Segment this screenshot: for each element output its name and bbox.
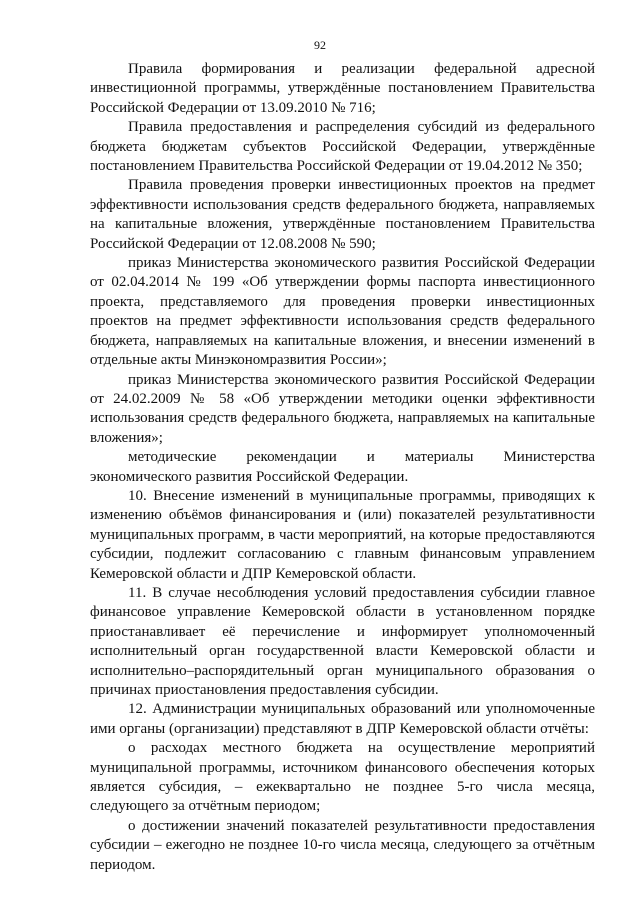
paragraph-order-199: приказ Министерства экономического развития Российской Федерации от 02.04.2014 № 199 «Об утверждении формы паспорта инвестиционного проекта, представляемого для проведения проверки инвестиционных проектов на предмет эффективности использования средств федерального бюджета, направляемых на капитальные вложения, и внесении изменений в отдельные акты Минэкономразвития России»; [90,255,595,369]
paragraph-item-10: 10. Внесение изменений в муниципальные программы, приводящих к изменению объёмов финансирования и (или) показателей результативности муниципальных программ, в части мероприятий, на которые предоставляются субсидии, подлежит согласованию с главным финансовым управлением Кемеровской области и ДПР Кемеровской области. [90,487,595,582]
paragraph-order-58: приказ Министерства экономического развития Российской Федерации от 24.02.2009 № 58 «Об утверждении методики оценки эффективности использования средств федерального бюджета, направляемых на капитальные вложения»; [90,371,595,446]
paragraph-rules-project-checks: Правила проведения проверки инвестиционных проектов на предмет эффективности использования средств федерального бюджета, направляемых на капитальные вложения, утверждённые постановлением Правительства Российской Федерации от 12.08.2008 № 590; [90,177,595,252]
paragraph-rules-subsidies: Правила предоставления и распределения субсидий из федерального бюджета бюджетам субъектов Российской Федерации, утверждённые постановлением Правительства Российской Федерации от 19.04.2012 № 350; [90,119,595,175]
paragraph-rules-investment-program: Правила формирования и реализации федеральной адресной инвестиционной программы, утверждённые постановлением Правительства Российской Федерации от 13.09.2010 № 716; [90,61,595,116]
paragraph-methodical-recommendations: методические рекомендации и материалы Министерства экономического развития Российской Федерации. [90,449,595,485]
paragraph-report-indicators: о достижении значений показателей результативности предоставления субсидии – ежегодно не позднее 10-го числа месяца, следующего за отчётным периодом. [90,817,595,873]
paragraph-report-expenses: о расходах местного бюджета на осуществление мероприятий муниципальной программы, источником финансового обеспечения которых является субсидия, – ежеквартально не позднее 5-го числа месяца, следующего за отчётным периодом; [90,740,595,815]
paragraph-item-11: 11. В случае несоблюдения условий предоставления субсидии главное финансовое управление Кемеровской области в установленном порядке приостанавливает её перечисление и информирует уполномоченный исполнительный орган государственной власти Кемеровской области и исполнительно–распорядительный орган муниципального образования о причинах приостановления предоставления субсидии. [90,584,595,698]
document-body [90,60,595,875]
page-number: 92 [314,38,326,52]
paragraph-item-12: 12. Администрации муниципальных образований или уполномоченные ими органы (организации) представляют в ДПР Кемеровской области отчёты: [90,701,595,737]
